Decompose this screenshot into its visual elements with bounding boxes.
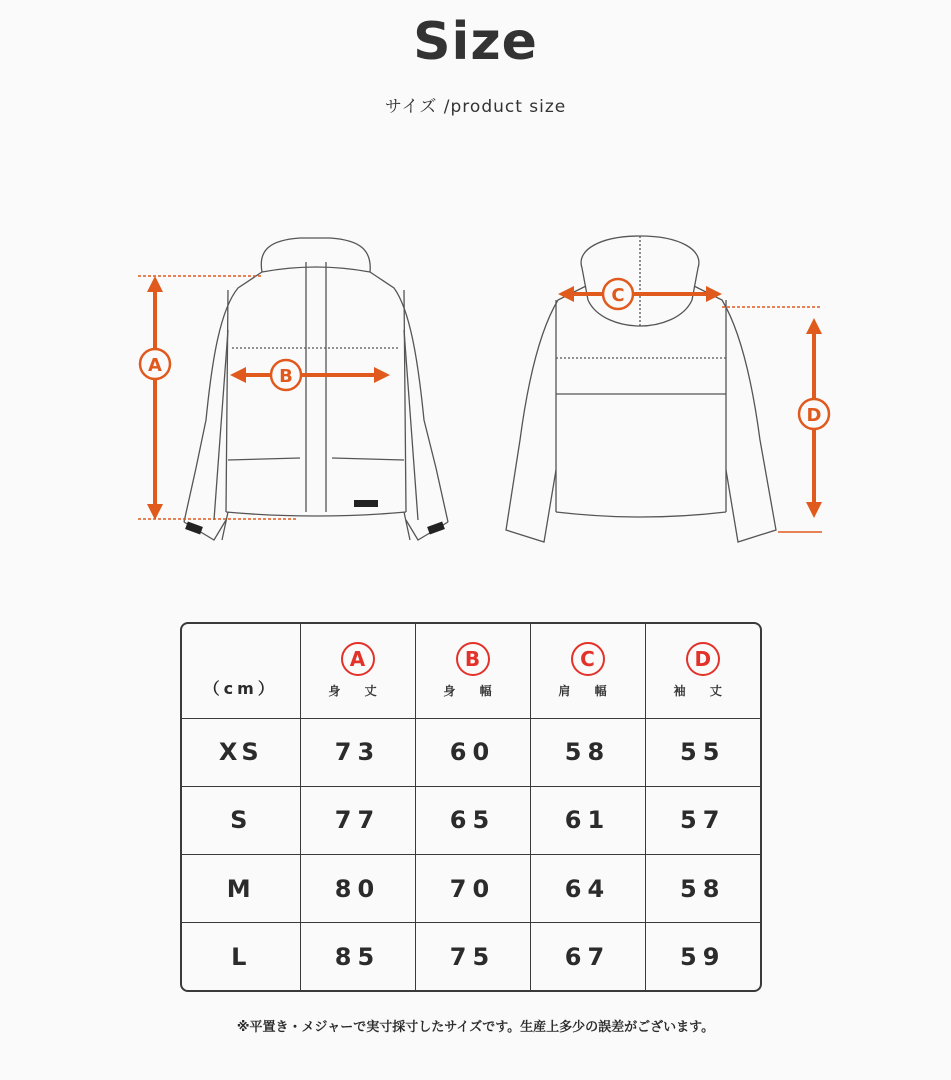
page-subtitle: サイズ /product size: [384, 97, 567, 117]
column-label-c: 肩 幅: [558, 684, 617, 699]
marker-a-label: A: [148, 355, 162, 376]
table-cell: 58: [645, 855, 760, 923]
footnote: ※平置き・メジャーで実寸採寸したサイズです。生産上多少の誤差がございます。: [236, 1020, 715, 1035]
jacket-back-drawing: [506, 236, 776, 542]
table-cell: 61: [530, 786, 645, 854]
column-label-b: 身 幅: [443, 684, 502, 699]
marker-b-label: B: [279, 366, 293, 387]
table-cell: 75: [415, 923, 530, 990]
marker-c-label: C: [611, 285, 625, 306]
table-cell: 85: [300, 923, 415, 990]
table-cell: 70: [415, 855, 530, 923]
marker-d-label: D: [806, 405, 822, 426]
column-header-b: [415, 624, 530, 718]
size-label: M: [182, 855, 300, 923]
column-marker-b: B: [456, 642, 490, 676]
column-marker-d: D: [686, 642, 720, 676]
size-table: [180, 622, 762, 992]
size-label: S: [182, 786, 300, 854]
size-label: L: [182, 923, 300, 990]
column-header-d: [645, 624, 760, 718]
measure-b: [230, 360, 390, 390]
table-header-row: [182, 624, 760, 718]
column-header-a: [300, 624, 415, 718]
table-cell: 80: [300, 855, 415, 923]
size-label: XS: [182, 718, 300, 786]
column-label-d: 袖 丈: [673, 684, 732, 699]
column-marker-a: A: [341, 642, 375, 676]
jacket-front-drawing: [184, 238, 448, 540]
table-cell: 55: [645, 718, 760, 786]
table-row: [182, 786, 760, 854]
table-row: [182, 855, 760, 923]
table-cell: 65: [415, 786, 530, 854]
table-cell: 57: [645, 786, 760, 854]
table-cell: 77: [300, 786, 415, 854]
table-cell: 64: [530, 855, 645, 923]
column-header-c: [530, 624, 645, 718]
page-title: Size: [413, 12, 538, 72]
measure-d: [722, 307, 829, 532]
table-cell: 58: [530, 718, 645, 786]
unit-label: （cm）: [203, 679, 278, 699]
table-cell: 73: [300, 718, 415, 786]
table-cell: 60: [415, 718, 530, 786]
unit-header: [182, 624, 300, 718]
column-marker-c: C: [571, 642, 605, 676]
table-row: [182, 923, 760, 990]
table-cell: 67: [530, 923, 645, 990]
table-cell: 59: [645, 923, 760, 990]
column-label-a: 身 丈: [328, 684, 387, 699]
table-row: [182, 718, 760, 786]
